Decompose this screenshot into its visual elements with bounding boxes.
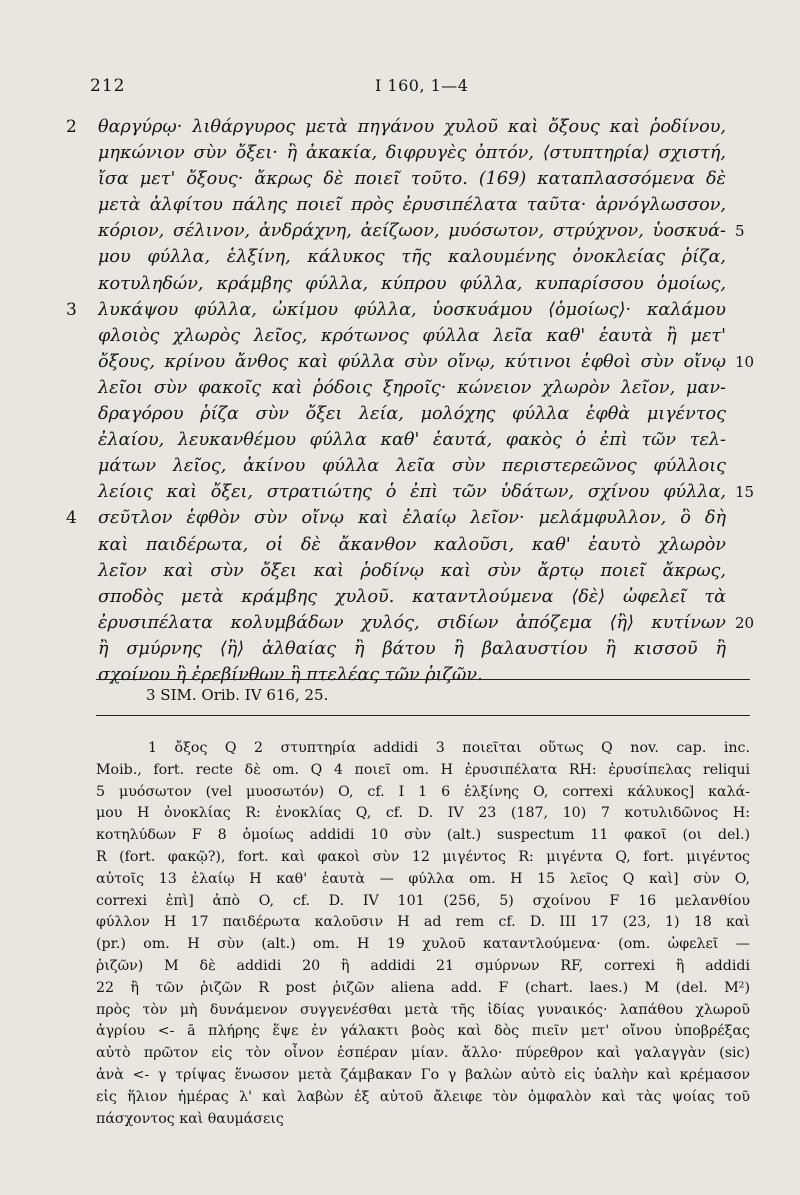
- apparatus-line: [96, 760, 750, 782]
- apparatus-text: ῥιζῶν) M δὲ addidi 20 ἢ addidi 21 σμύρνων RF, correxi ἢ addidi: [96, 957, 750, 974]
- apparatus-line: [96, 1021, 750, 1043]
- apparatus-line: [96, 1109, 750, 1131]
- text-line: [0, 349, 800, 375]
- text-line: [0, 662, 800, 688]
- apparatus-line: [96, 1065, 750, 1087]
- line-number: 20: [735, 613, 755, 632]
- text-line: [0, 636, 800, 662]
- line-text: μάτων λεῖος, ἀκίνου φύλλα λεῖα σὺν περιστερεῶνος φύλλοις: [98, 456, 726, 477]
- text-line: [0, 323, 800, 349]
- apparatus-text: αὐτοῖς 13 ἐλαίῳ H καθ' ἑαυτὰ — φύλλα om. H 15 λεῖος Q καὶ] σὺν O,: [96, 870, 750, 887]
- text-line: [0, 114, 800, 140]
- line-text: λεῖοι σὺν φακοῖς καὶ ῥόδοις ξηροῖς· κώνειον χλωρὸν λεῖον, μαν-: [98, 377, 726, 398]
- text-line: [0, 297, 800, 323]
- chapter-number: 3: [66, 299, 77, 320]
- line-text: λείοις καὶ ὄξει, στρατιώτης ὁ ἐπὶ τῶν ὑδάτων, σχίνου φύλλα,: [98, 482, 726, 503]
- apparatus-line: [96, 847, 750, 869]
- text-line: [0, 218, 800, 244]
- text-line: [0, 558, 800, 584]
- apparatus-text: ἀγρίου <- ā πλήρης ἕψε ἐν γάλακτι βοὸς καὶ δὸς πιεῖν μετ' οἴνου ὑποβρέξας: [96, 1023, 750, 1040]
- line-number: 10: [735, 352, 755, 371]
- text-line: [0, 453, 800, 479]
- line-text: ἐρυσιπέλατα κολυμβάδων χυλός, σιδίων ἀπόζεμα ⟨ἢ⟩ κυτίνων: [98, 612, 726, 633]
- apparatus-line: [96, 738, 750, 760]
- main-text-block: [0, 114, 800, 688]
- apparatus-line: [96, 912, 750, 934]
- chapter-number: 4: [66, 508, 77, 529]
- text-line: [0, 505, 800, 531]
- line-text: ἢ σμύρνης ⟨ἢ⟩ ἀλθαίας ἢ βάτου ἢ βαλαυστίου ἢ κισσοῦ ἢ: [98, 638, 726, 659]
- line-text: φλοιὸς χλωρὸς λεῖος, κρότωνος φύλλα λεῖα καθ' ἑαυτὰ ἢ μετ': [98, 325, 726, 346]
- similia-note: 3 SIM. Orib. IV 616, 25.: [146, 686, 329, 704]
- apparatus-text: πάσχοντος καὶ θαυμάσεις: [96, 1110, 284, 1127]
- page-header: [90, 76, 730, 98]
- text-line: [0, 244, 800, 270]
- apparatus-line: [96, 934, 750, 956]
- text-line: [0, 166, 800, 192]
- apparatus-line: [96, 825, 750, 847]
- apparatus-line: [96, 978, 750, 1000]
- text-line: [0, 479, 800, 505]
- line-number: 15: [735, 483, 755, 502]
- apparatus-divider-top: [96, 679, 750, 680]
- line-text: λυκάψου φύλλα, ὠκίμου φύλλα, ὑοσκυάμου ⟨ὁμοίως⟩· καλάμου: [98, 299, 726, 320]
- text-line: [0, 610, 800, 636]
- apparatus-text: R (fort. φακῷ?), fort. καὶ φακοὶ σὺν 12 μιγέντος R: μιγέντα Q, fort. μιγέντος: [96, 848, 750, 865]
- chapter-number: 2: [66, 117, 77, 137]
- apparatus-text: (pr.) om. H σὺν (alt.) om. H 19 χυλοῦ καταντλούμενα· (om. ὠφελεῖ —: [96, 936, 750, 953]
- apparatus-text: 1 ὄξος Q 2 στυπτηρία addidi 3 ποιεῖται οὕτως Q nov. cap. inc.: [148, 740, 750, 756]
- line-text: μηκώνιον σὺν ὄξει· ἢ ἀκακία, διφρυγὲς ὀπτόν, ⟨στυπτηρία⟩ σχιστή,: [98, 143, 726, 164]
- line-text: κόριον, σέλινον, ἀνδράχνη, ἀείζωον, μυόσωτον, στρύχνον, ὑοσκυά-: [98, 221, 726, 242]
- page-number: 212: [90, 76, 126, 96]
- apparatus-line: [96, 803, 750, 825]
- text-line: [0, 271, 800, 297]
- line-text: δραγόρου ῥίζα σὺν ὄξει λεία, μολόχης φύλλα ἑφθὰ μιγέντος: [98, 404, 726, 425]
- apparatus-text: 5 μυόσωτον (vel μυοσωτόν) O, cf. I 1 6 ἑλξίνης O, correxi κάλυκος] καλά-: [96, 783, 750, 800]
- apparatus-line: [96, 1087, 750, 1109]
- apparatus-text: κοτηλύδων F 8 ὁμοίως addidi 10 σὺν (alt.) suspectum 11 φακοῖ (οι del.): [96, 827, 750, 844]
- critical-apparatus: [96, 738, 750, 1130]
- text-line: [0, 532, 800, 558]
- line-text: λεῖον καὶ σὺν ὄξει καὶ ῥοδίνῳ καὶ σὺν ἄρτῳ ποιεῖ ἄκρως,: [98, 560, 726, 581]
- apparatus-line: [96, 956, 750, 978]
- line-text: μου φύλλα, ἑλξίνη, κάλυκος τῆς καλουμένης ὀνοκλείας ῥίζα,: [98, 247, 726, 268]
- running-head: I 160, 1—4: [375, 76, 469, 95]
- apparatus-line: [96, 1000, 750, 1022]
- line-text: μετὰ ἀλφίτου πάλης ποιεῖ πρὸς ἐρυσιπέλατα ταῦτα· ἀρνόγλωσσον,: [98, 195, 726, 216]
- line-text: ἐλαίου, λευκανθέμου φύλλα καθ' ἑαυτά, φακὸς ὁ ἐπὶ τῶν τελ-: [98, 430, 726, 451]
- line-text: σχοίνου ἢ ἐρεβίνθων ἢ πτελέας τῶν ῥιζῶν.: [98, 664, 483, 685]
- apparatus-text: φύλλον H 17 παιδέρωτα καλοῦσιν H ad rem cf. D. III 17 (23, 1) 18 καὶ: [96, 914, 750, 931]
- line-text: σποδὸς μετὰ κράμβης χυλοῦ. καταντλούμενα ⟨δὲ⟩ ὠφελεῖ τὰ: [98, 586, 726, 607]
- line-text: ὄξους, κρίνου ἄνθος καὶ φύλλα σὺν οἴνῳ, κύτινοι ἑφθοὶ σὺν οἴνῳ: [98, 351, 726, 372]
- text-line: [0, 427, 800, 453]
- apparatus-text: εἰς ἥλιον ἡμέρας λ' καὶ λαβὼν ἐξ αὐτοῦ ἄλειφε τὸν ὀμφαλὸν καὶ τὰς ψοίας τοῦ: [96, 1088, 750, 1105]
- apparatus-divider: [96, 715, 750, 716]
- apparatus-text: ἀνὰ <- γ τρίψας ἕνωσον μετὰ ζάμβακαν Γο γ βαλὼν αὐτὸ εἰς ὑαλὴν καὶ κρέμασον: [96, 1066, 750, 1083]
- line-text: ἴσα μετ' ὄξους· ἄκρως δὲ ποιεῖ τοῦτο. (169) καταπλασσόμενα δὲ: [98, 169, 726, 190]
- line-text: σεῦτλον ἑφθὸν σὺν οἴνῳ καὶ ἐλαίῳ λεῖον· μελάμφυλλον, ὃ δὴ: [98, 508, 726, 529]
- text-line: [0, 401, 800, 427]
- apparatus-text: Moib., fort. recte δὲ om. Q 4 ποιεῖ om. H ἐρυσιπέλατα RH: ἐρυσίπελας reliqui: [96, 761, 750, 778]
- text-line: [0, 192, 800, 218]
- apparatus-text: αὐτὸ πρῶτον εἰς τὸν οἶνον ἑσπέραν μίαν. ἄλλο· πύρεθρον καὶ γαλαγγὰν (sic): [96, 1045, 750, 1062]
- line-number: 5: [735, 222, 745, 241]
- text-line: [0, 584, 800, 610]
- apparatus-text: μου H ὀνοκλίας R: ἐνοκλίας Q, cf. D. IV 23 (187, 10) 7 κοτυλιδῶνος H:: [96, 805, 750, 822]
- apparatus-line: [96, 891, 750, 913]
- line-text: κοτυληδών, κράμβης φύλλα, κύπρου φύλλα, κυπαρίσσου ὁμοίως,: [98, 273, 726, 294]
- apparatus-line: [96, 1043, 750, 1065]
- line-text: καὶ παιδέρωτα, οἱ δὲ ἄκανθον καλοῦσι, καθ' ἑαυτὸ χλωρὸν: [98, 534, 726, 555]
- apparatus-text: correxi ἐπὶ] ἀπὸ O, cf. D. IV 101 (256, 5) σχοίνου F 16 μελανθίου: [96, 892, 750, 909]
- apparatus-text: 22 ἢ τῶν ῥιζῶν R post ῥιζῶν aliena add. F (chart. laes.) M (del. M²): [96, 979, 750, 996]
- text-line: [0, 140, 800, 166]
- line-text: θαργύρῳ· λιθάργυρος μετὰ πηγάνου χυλοῦ καὶ ὄξους καὶ ῥοδίνου,: [98, 117, 726, 137]
- text-line: [0, 375, 800, 401]
- apparatus-line: [96, 869, 750, 891]
- apparatus-text: πρὸς τὸν μὴ δυνάμενον συγγενέσθαι μετὰ τῆς ἰδίας γυναικός· λαπάθου χλωροῦ: [96, 1001, 750, 1018]
- apparatus-line: [96, 782, 750, 804]
